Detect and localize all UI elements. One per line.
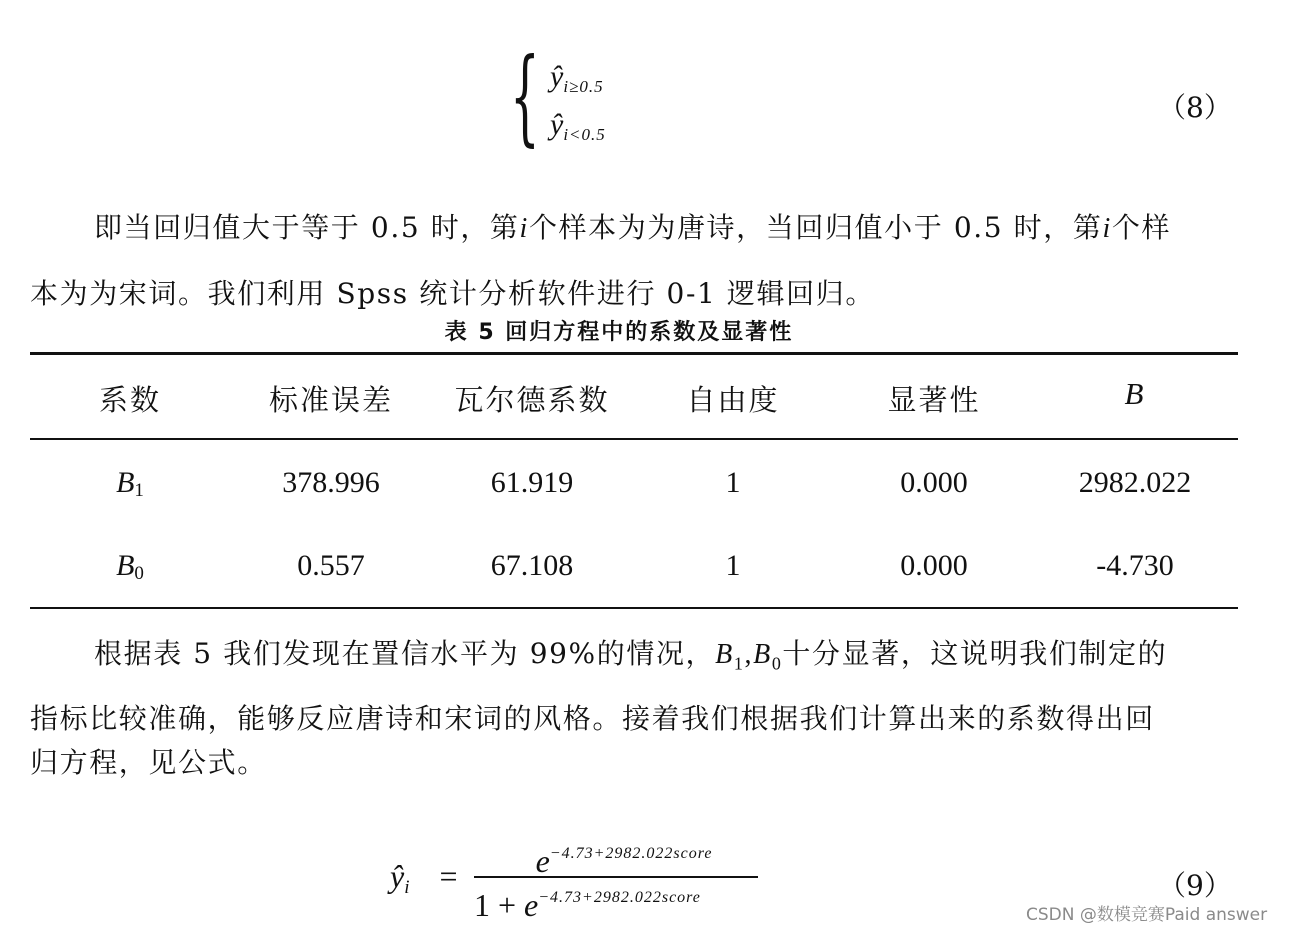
table-cell-std-error: 378.996 xyxy=(282,466,380,499)
fraction-numerator xyxy=(490,834,758,879)
yhat-symbol: ŷ xyxy=(550,108,564,141)
table-header-rule xyxy=(30,438,1238,440)
paragraph1-line2: 本为为宋词。我们利用 Spss 统计分析软件进行 0-1 逻辑回归。 xyxy=(30,277,875,310)
table-bottom-rule xyxy=(30,607,1238,609)
equation8-case1 xyxy=(550,60,604,104)
equation9-number: （9） xyxy=(1158,869,1232,902)
paragraph2-line2: 指标比较准确，能够反应唐诗和宋词的风格。接着我们根据我们计算出来的系数得出回 xyxy=(30,702,1155,735)
exp-base: e xyxy=(535,843,550,879)
table-header-b: B xyxy=(1124,376,1146,411)
exp-base: e xyxy=(524,887,539,923)
coef-symbol: B xyxy=(753,639,772,670)
denominator-prefix: 1 + xyxy=(474,887,525,923)
watermark: CSDN @数模竞赛Paid answer xyxy=(1026,905,1268,925)
table-cell-coef xyxy=(30,549,230,585)
fraction-denominator xyxy=(474,878,758,923)
table-header-coef: 系数 xyxy=(98,383,161,417)
exp-exponent: −4.73+2982.022score xyxy=(549,845,713,862)
table-cell-wald: 61.919 xyxy=(490,466,574,499)
coef-subscript: 0 xyxy=(771,653,783,674)
coef-subscript: 1 xyxy=(733,653,745,674)
table-cell-df: 1 xyxy=(725,466,741,499)
paragraph2-line3: 归方程，见公式。 xyxy=(30,746,267,779)
coef-subscript: 1 xyxy=(134,480,144,501)
table-header-df: 自由度 xyxy=(686,383,780,417)
yhat-symbol: ŷ xyxy=(390,858,405,894)
coef-symbol: B xyxy=(116,549,135,582)
table-top-rule xyxy=(30,352,1238,355)
variable-i: i xyxy=(1102,213,1112,244)
table-cell-df: 1 xyxy=(725,549,741,582)
table-cell-coef xyxy=(30,466,230,502)
table-header-std-error: 标准误差 xyxy=(268,383,393,417)
case2-condition: i<0.5 xyxy=(563,125,606,144)
case1-condition: i≥0.5 xyxy=(563,77,604,96)
table-header-significance: 显著性 xyxy=(887,383,981,417)
table-cell-b: 2982.022 xyxy=(1078,466,1192,499)
equation9-lhs xyxy=(390,858,458,899)
yhat-symbol: ŷ xyxy=(550,60,564,93)
paragraph2-text-c: 十分显著，这说明我们制定的 xyxy=(782,637,1168,670)
table-caption: 表 5 回归方程中的系数及显著性 xyxy=(444,320,794,345)
coef-symbol: B xyxy=(116,466,135,499)
comma: , xyxy=(744,639,754,670)
paragraph2-text-a: 根据表 5 我们发现在置信水平为 99%的情况， xyxy=(94,637,716,670)
paragraph1-text-a: 即当回归值大于等于 0.5 时，第 xyxy=(94,211,520,244)
coef-subscript: 0 xyxy=(134,563,144,584)
equation8-number: （8） xyxy=(1158,91,1232,124)
table-header-wald: 瓦尔德系数 xyxy=(454,383,610,417)
equation9-fraction xyxy=(474,834,758,923)
coef-symbol: B xyxy=(715,639,734,670)
cases-brace: { xyxy=(510,35,540,157)
equation8-case2 xyxy=(550,108,606,152)
table-cell-wald: 67.108 xyxy=(490,549,574,582)
paragraph1-line1 xyxy=(94,206,1171,246)
table-cell-significance: 0.000 xyxy=(900,549,968,582)
exp-exponent: −4.73+2982.022score xyxy=(538,889,701,906)
variable-i: i xyxy=(519,213,529,244)
equals-sign: = xyxy=(439,858,458,894)
table-cell-significance: 0.000 xyxy=(900,466,968,499)
yhat-subscript: i xyxy=(404,877,410,898)
table-cell-b: -4.730 xyxy=(1096,549,1174,582)
paragraph2-line1 xyxy=(94,632,1167,675)
table-cell-std-error: 0.557 xyxy=(297,549,365,582)
paragraph1-text-b: 个样本为为唐诗，当回归值小于 0.5 时，第 xyxy=(528,211,1103,244)
paragraph1-text-c: 个样 xyxy=(1111,211,1172,244)
